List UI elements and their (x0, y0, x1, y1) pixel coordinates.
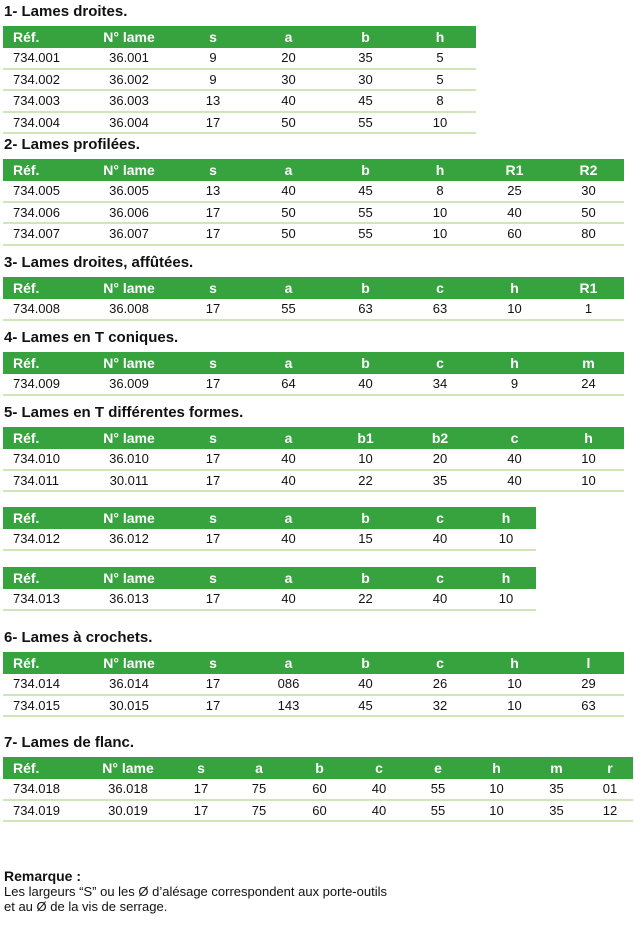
column-header: c (404, 507, 476, 529)
table-cell: 17 (176, 589, 250, 610)
table-cell: 734.009 (3, 374, 82, 395)
column-header: h (476, 652, 553, 674)
column-header: N° lame (82, 352, 176, 374)
table-header-row (3, 652, 624, 674)
table-row (3, 223, 624, 245)
table-cell: 17 (176, 674, 250, 695)
table-lames-crochets (3, 652, 624, 717)
table-cell: 40 (476, 470, 553, 492)
table-cell: 34 (404, 374, 476, 395)
column-header: Réf. (3, 26, 82, 48)
column-header: s (176, 26, 250, 48)
table-row (3, 529, 536, 550)
table-cell: 10 (467, 800, 526, 822)
table-cell: 30 (553, 181, 624, 202)
table-cell: 734.005 (3, 181, 82, 202)
table-lames-t-formes-1 (3, 427, 624, 492)
table-cell: 8 (404, 90, 476, 112)
table-cell: 45 (327, 695, 404, 717)
column-header: s (176, 159, 250, 181)
table-cell: 10 (476, 589, 536, 610)
table-cell: 734.019 (3, 800, 82, 822)
table-cell: 8 (404, 181, 476, 202)
column-header: l (553, 652, 624, 674)
table-cell: 17 (174, 800, 228, 822)
table-cell: 36.006 (82, 202, 176, 224)
column-header: Réf. (3, 277, 82, 299)
table-cell: 40 (250, 181, 327, 202)
table-cell: 1 (553, 299, 624, 320)
table-cell: 40 (250, 90, 327, 112)
section-title-4: 4- Lames en T coniques. (4, 329, 179, 346)
table-cell: 50 (553, 202, 624, 224)
table-cell: 36.013 (82, 589, 176, 610)
column-header: N° lame (82, 507, 176, 529)
table-cell: 40 (476, 449, 553, 470)
table-cell: 734.007 (3, 223, 82, 245)
column-header: b (327, 507, 404, 529)
column-header: s (176, 277, 250, 299)
table-cell: 734.006 (3, 202, 82, 224)
table-cell: 5 (404, 48, 476, 69)
remark-note (4, 869, 387, 914)
column-header: b2 (404, 427, 476, 449)
table-cell: 55 (327, 112, 404, 134)
section-title-2: 2- Lames profilées. (4, 136, 140, 153)
table-cell: 734.004 (3, 112, 82, 134)
table-cell: 30.019 (82, 800, 174, 822)
table-header-row (3, 26, 476, 48)
table-cell: 17 (176, 223, 250, 245)
column-header: r (587, 757, 633, 779)
table-cell: 734.002 (3, 69, 82, 91)
table-cell: 734.012 (3, 529, 82, 550)
table-cell: 64 (250, 374, 327, 395)
column-header: c (404, 277, 476, 299)
table-lames-droites (3, 26, 476, 134)
table-cell: 25 (476, 181, 553, 202)
table-cell: 15 (327, 529, 404, 550)
table-cell: 60 (476, 223, 553, 245)
column-header: s (176, 352, 250, 374)
table-cell: 10 (553, 470, 624, 492)
table-cell: 17 (176, 695, 250, 717)
column-header: b (327, 277, 404, 299)
column-header: h (467, 757, 526, 779)
table-cell: 10 (476, 695, 553, 717)
table-cell: 9 (176, 48, 250, 69)
table-lames-flanc (3, 757, 633, 822)
table-cell: 9 (176, 69, 250, 91)
column-header: h (553, 427, 624, 449)
table-cell: 55 (250, 299, 327, 320)
column-header: h (476, 507, 536, 529)
column-header: c (476, 427, 553, 449)
column-header: h (404, 159, 476, 181)
table-row (3, 202, 624, 224)
table-lames-t-formes-2 (3, 507, 536, 551)
column-header: a (250, 567, 327, 589)
column-header: N° lame (82, 567, 176, 589)
table-cell: 12 (587, 800, 633, 822)
column-header: s (176, 507, 250, 529)
table-cell: 40 (250, 589, 327, 610)
section-title-3: 3- Lames droites, affûtées. (4, 254, 194, 271)
remark-title: Remarque : (4, 868, 82, 884)
table-cell: 30.015 (82, 695, 176, 717)
table-cell: 30 (250, 69, 327, 91)
table-cell: 17 (176, 449, 250, 470)
column-header: Réf. (3, 352, 82, 374)
table-cell: 35 (526, 779, 587, 800)
table-header-row (3, 567, 536, 589)
section-title-7: 7- Lames de flanc. (4, 734, 135, 751)
table-lames-profilees (3, 159, 624, 246)
table-cell: 36.008 (82, 299, 176, 320)
table-lames-droites-affutees (3, 277, 624, 321)
table-row (3, 779, 633, 800)
column-header: Réf. (3, 757, 82, 779)
column-header: a (228, 757, 290, 779)
column-header: b (290, 757, 349, 779)
table-cell: 40 (250, 449, 327, 470)
table-cell: 10 (476, 674, 553, 695)
table-cell: 20 (404, 449, 476, 470)
table-cell: 60 (290, 800, 349, 822)
table-cell: 40 (404, 589, 476, 610)
table-cell: 17 (176, 529, 250, 550)
column-header: Réf. (3, 652, 82, 674)
table-cell: 22 (327, 589, 404, 610)
table-cell: 45 (327, 181, 404, 202)
column-header: h (476, 277, 553, 299)
table-cell: 10 (404, 202, 476, 224)
table-cell: 36.010 (82, 449, 176, 470)
table-cell: 36.012 (82, 529, 176, 550)
table-cell: 35 (526, 800, 587, 822)
table-cell: 55 (327, 223, 404, 245)
table-cell: 17 (176, 299, 250, 320)
table-cell: 13 (176, 181, 250, 202)
column-header: a (250, 652, 327, 674)
remark-line-2: et au Ø de la vis de serrage. (4, 899, 168, 914)
table-cell: 734.008 (3, 299, 82, 320)
table-cell: 10 (404, 223, 476, 245)
table-cell: 40 (250, 470, 327, 492)
table-cell: 55 (327, 202, 404, 224)
table-cell: 40 (250, 529, 327, 550)
table-row (3, 90, 476, 112)
column-header: b (327, 652, 404, 674)
column-header: b1 (327, 427, 404, 449)
table-cell: 17 (176, 112, 250, 134)
table-row (3, 69, 476, 91)
column-header: R2 (553, 159, 624, 181)
column-header: Réf. (3, 427, 82, 449)
column-header: b (327, 567, 404, 589)
column-header: a (250, 159, 327, 181)
section-title-6: 6- Lames à crochets. (4, 629, 153, 646)
table-cell: 734.011 (3, 470, 82, 492)
table-cell: 734.015 (3, 695, 82, 717)
table-cell: 63 (553, 695, 624, 717)
column-header: a (250, 427, 327, 449)
table-cell: 22 (327, 470, 404, 492)
column-header: b (327, 352, 404, 374)
table-cell: 80 (553, 223, 624, 245)
table-cell: 40 (349, 800, 409, 822)
column-header: h (476, 352, 553, 374)
table-cell: 17 (176, 374, 250, 395)
column-header: b (327, 159, 404, 181)
column-header: N° lame (82, 26, 176, 48)
column-header: R1 (553, 277, 624, 299)
column-header: a (250, 352, 327, 374)
table-cell: 50 (250, 202, 327, 224)
table-cell: 50 (250, 112, 327, 134)
table-cell: 36.001 (82, 48, 176, 69)
table-header-row (3, 277, 624, 299)
table-cell: 10 (404, 112, 476, 134)
table-cell: 10 (553, 449, 624, 470)
table-cell: 40 (349, 779, 409, 800)
table-header-row (3, 159, 624, 181)
column-header: c (404, 352, 476, 374)
table-cell: 36.004 (82, 112, 176, 134)
column-header: s (174, 757, 228, 779)
column-header: m (553, 352, 624, 374)
table-cell: 32 (404, 695, 476, 717)
table-row (3, 112, 476, 134)
column-header: N° lame (82, 427, 176, 449)
column-header: s (176, 427, 250, 449)
table-cell: 10 (327, 449, 404, 470)
column-header: N° lame (82, 757, 174, 779)
table-cell: 086 (250, 674, 327, 695)
column-header: s (176, 652, 250, 674)
table-cell: 734.010 (3, 449, 82, 470)
table-cell: 17 (174, 779, 228, 800)
column-header: N° lame (82, 277, 176, 299)
table-cell: 36.002 (82, 69, 176, 91)
table-header-row (3, 427, 624, 449)
column-header: Réf. (3, 507, 82, 529)
table-cell: 40 (476, 202, 553, 224)
table-row (3, 695, 624, 717)
table-cell: 9 (476, 374, 553, 395)
column-header: h (476, 567, 536, 589)
table-cell: 55 (409, 779, 467, 800)
table-row (3, 589, 536, 610)
table-row (3, 48, 476, 69)
table-cell: 734.003 (3, 90, 82, 112)
table-cell: 63 (327, 299, 404, 320)
table-cell: 60 (290, 779, 349, 800)
table-row (3, 470, 624, 492)
column-header: b (327, 26, 404, 48)
table-cell: 36.009 (82, 374, 176, 395)
table-cell: 734.001 (3, 48, 82, 69)
table-cell: 36.005 (82, 181, 176, 202)
table-cell: 75 (228, 779, 290, 800)
table-cell: 734.014 (3, 674, 82, 695)
column-header: a (250, 26, 327, 48)
column-header: Réf. (3, 159, 82, 181)
table-cell: 63 (404, 299, 476, 320)
column-header: h (404, 26, 476, 48)
table-cell: 143 (250, 695, 327, 717)
table-row (3, 374, 624, 395)
table-cell: 36.003 (82, 90, 176, 112)
column-header: m (526, 757, 587, 779)
table-lames-t-coniques (3, 352, 624, 396)
column-header: a (250, 277, 327, 299)
column-header: e (409, 757, 467, 779)
table-cell: 20 (250, 48, 327, 69)
table-row (3, 674, 624, 695)
table-cell: 35 (404, 470, 476, 492)
table-cell: 55 (409, 800, 467, 822)
remark-line-1: Les largeurs “S” ou les Ø d’alésage correspondent aux porte-outils (4, 884, 387, 899)
table-cell: 40 (327, 374, 404, 395)
table-cell: 30 (327, 69, 404, 91)
table-cell: 40 (404, 529, 476, 550)
table-cell: 36.007 (82, 223, 176, 245)
table-row (3, 800, 633, 822)
table-cell: 36.014 (82, 674, 176, 695)
column-header: Réf. (3, 567, 82, 589)
table-header-row (3, 757, 633, 779)
table-cell: 17 (176, 202, 250, 224)
table-row (3, 181, 624, 202)
table-row (3, 299, 624, 320)
section-title-1: 1- Lames droites. (4, 3, 128, 20)
table-cell: 17 (176, 470, 250, 492)
column-header: N° lame (82, 652, 176, 674)
column-header: R1 (476, 159, 553, 181)
table-cell: 734.018 (3, 779, 82, 800)
table-cell: 40 (327, 674, 404, 695)
table-header-row (3, 507, 536, 529)
column-header: c (349, 757, 409, 779)
section-title-5: 5- Lames en T différentes formes. (4, 404, 244, 421)
table-cell: 10 (476, 299, 553, 320)
column-header: a (250, 507, 327, 529)
table-cell: 24 (553, 374, 624, 395)
column-header: c (404, 567, 476, 589)
table-cell: 45 (327, 90, 404, 112)
table-cell: 30.011 (82, 470, 176, 492)
column-header: c (404, 652, 476, 674)
table-cell: 29 (553, 674, 624, 695)
table-lames-t-formes-3 (3, 567, 536, 611)
table-cell: 75 (228, 800, 290, 822)
table-cell: 13 (176, 90, 250, 112)
column-header: N° lame (82, 159, 176, 181)
table-cell: 26 (404, 674, 476, 695)
table-cell: 734.013 (3, 589, 82, 610)
table-cell: 5 (404, 69, 476, 91)
table-cell: 35 (327, 48, 404, 69)
table-cell: 50 (250, 223, 327, 245)
table-cell: 10 (476, 529, 536, 550)
table-header-row (3, 352, 624, 374)
table-cell: 10 (467, 779, 526, 800)
table-cell: 36.018 (82, 779, 174, 800)
table-cell: 01 (587, 779, 633, 800)
table-row (3, 449, 624, 470)
column-header: s (176, 567, 250, 589)
